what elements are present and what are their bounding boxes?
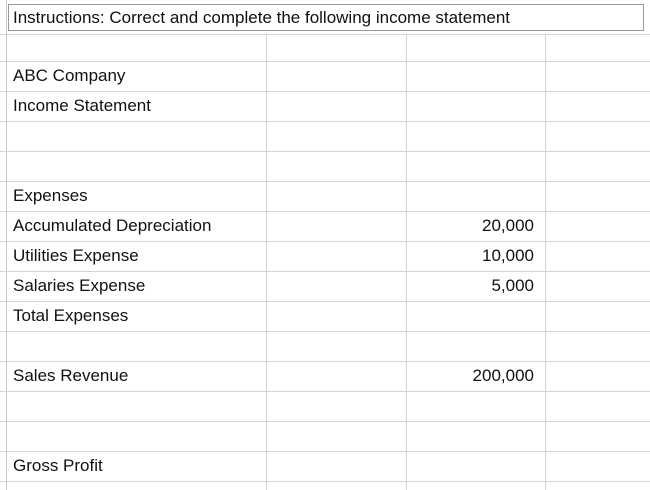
cell-company-name[interactable]: ABC Company xyxy=(13,66,126,85)
row-line xyxy=(0,391,650,392)
instructions-text[interactable]: Instructions: Correct and complete the following income statement xyxy=(13,8,511,27)
cell-line-item-value[interactable]: 20,000 xyxy=(482,216,534,235)
cell-total-expenses-label[interactable]: Total Expenses xyxy=(13,306,129,325)
cell-expenses-heading[interactable]: Expenses xyxy=(13,186,88,205)
cell-sales-revenue-value[interactable]: 200,000 xyxy=(472,366,534,385)
row-line xyxy=(0,121,650,122)
cell-line-item-value[interactable]: 10,000 xyxy=(482,246,534,265)
column-line xyxy=(545,34,546,490)
cell-gross-profit-label[interactable]: Gross Profit xyxy=(13,456,103,475)
cell-line-item-value[interactable]: 5,000 xyxy=(491,276,534,295)
row-line xyxy=(0,481,650,482)
row-line xyxy=(0,331,650,332)
grid-left-edge xyxy=(6,0,7,490)
cell-line-item-label[interactable]: Salaries Expense xyxy=(13,276,146,295)
row-line xyxy=(0,34,650,35)
cell-line-item-label[interactable]: Utilities Expense xyxy=(13,246,139,265)
row-line xyxy=(0,151,650,152)
cell-sales-revenue-label[interactable]: Sales Revenue xyxy=(13,366,129,385)
cell-line-item-label[interactable]: Accumulated Depreciation xyxy=(13,216,212,235)
row-line xyxy=(0,421,650,422)
cell-statement-title[interactable]: Income Statement xyxy=(13,96,151,115)
column-line xyxy=(406,34,407,490)
